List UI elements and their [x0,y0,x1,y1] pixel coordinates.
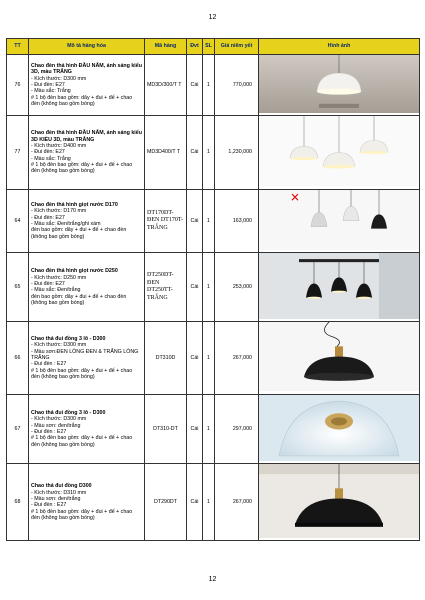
row-line: # 1 bộ đèn bao gồm: dây + đui + đế + chao đèn (không bao gồm bóng) [31,367,133,380]
row-code: DT290DT [145,464,187,541]
row-code: DT310-DT [145,394,187,463]
row-line: - Đui đèn : E27 [31,502,67,509]
row-title: Chao đèn thả hình giọt nước D170 [31,201,118,208]
row-line: - Đui đèn: E27 [31,214,65,221]
row-line: - Đui đèn: E27 [31,149,65,156]
row-line: đèn bao gồm: dây + đui + đế + chao đèn (không bao gồm bóng) [31,227,127,240]
row-unit: Cái [187,55,203,116]
row-line: # 1 bộ đèn bao gồm: dây + đui + đế + chao đèn (không bao gồm bóng) [31,508,133,521]
page-number-bottom: 12 [208,576,217,583]
product-image [259,322,420,394]
header-qty: SL [203,39,215,55]
row-line: - Kích thước: D300 mm [31,342,87,349]
row-unit: Cái [187,322,203,394]
row-line: - Đui đèn : E27 [31,428,67,435]
row-tt: 68 [7,464,29,541]
product-image [259,464,420,541]
table-row [7,189,420,252]
row-code: MD3D/300/T T [145,55,187,116]
row-description [29,116,145,189]
row-title: Chao đèn thả hình ĐẦU NẤM, ánh sáng kiểu 3D, màu TRẮNG [31,62,142,76]
teardrop-lamp-d250-image [259,253,419,319]
row-description [29,394,145,463]
product-image [259,253,420,322]
row-line: - Đui đèn : E27 [31,361,67,368]
row-line: # 1 bộ đèn bao gồm: dây + đui + đế + chao đèn (không bao gồm bóng) [31,162,133,175]
row-qty: 1 [203,394,215,463]
row-unit: Cái [187,464,203,541]
page-number-top: 12 [208,14,217,21]
row-price: 1,230,000 [215,116,259,189]
row-title: Chao đèn thả hình ĐẦU NẤM, ánh sáng kiểu 3D KIỂU 3D, màu TRẮNG [31,130,142,143]
row-line: - Màu sơn: đen/trắng [31,422,81,429]
row-line: # 1 bộ đèn bao gồm: dây + đui + đế + chao đèn (không bao gồm bóng) [31,94,133,108]
row-tt: 77 [7,116,29,189]
row-tt: 64 [7,189,29,252]
row-line: - Màu sơn:ĐEN LÒNG ĐEN & TRẮNG LÒNG TRẮNG [31,348,139,361]
row-tt: 76 [7,55,29,116]
product-image [259,394,420,463]
table-row [7,253,420,322]
row-price: 267,000 [215,322,259,394]
row-unit: Cái [187,189,203,252]
row-line: # 1 bộ đèn bao gồm: dây + đui + đế + chao đèn (không bao gồm bóng) [31,435,133,448]
row-line: - Đui đèn: E27 [31,82,65,88]
row-qty: 1 [203,189,215,252]
row-line: - Kích thước: D300 mm [31,75,87,82]
table-header-row [7,39,420,55]
row-description [29,189,145,252]
mushroom-lamp-3d-d400-image [259,116,419,186]
teardrop-lamp-d170-image [259,190,419,250]
row-title: Chao thả đui đồng 3 lô - D300 [31,335,106,342]
row-title: Chao đèn thả hình giọt nước D250 [31,268,118,275]
price-table [6,38,420,541]
table-row [7,464,420,541]
row-code: DT170DT-ĐEN DT170T-TRẮNG [145,189,187,252]
row-line: - Đui đèn: E27 [31,280,65,287]
row-line: - Màu sắc: Đen/trắng [31,287,81,294]
row-tt: 67 [7,394,29,463]
brass-socket-pendant-d300-image [259,322,419,391]
row-qty: 1 [203,55,215,116]
row-title: Chao thả đui đồng D300 [31,483,92,490]
row-line: - Kích thước: D400 mm [31,143,87,149]
row-line: - Kích thước: D310 mm [31,489,87,496]
header-tt: TT [7,39,29,55]
header-unit: Đvt [187,39,203,55]
row-description [29,253,145,322]
row-line: - Kích thước: D300 mm [31,416,87,423]
table-row [7,322,420,394]
row-unit: Cái [187,394,203,463]
row-price: 297,000 [215,394,259,463]
row-description [29,464,145,541]
table-row [7,55,420,116]
mushroom-lamp-3d-d300-image [259,55,419,113]
row-price: 253,000 [215,253,259,322]
row-tt: 66 [7,322,29,394]
row-line: - Màu sắc: Đen/trắng/ghi xám [31,220,101,227]
row-line: - Kích thước: D250 mm [31,274,87,281]
product-image [259,189,420,252]
header-code: Mã hàng [145,39,187,55]
row-title: Chao thả đui đồng 3 lô - D300 [31,409,106,416]
row-line: - Kích thước: D170 mm [31,208,87,215]
row-unit: Cái [187,116,203,189]
row-price: 267,000 [215,464,259,541]
row-code: DT250DT-ĐEN DT250TT-TRẮNG [145,253,187,322]
product-image [259,55,420,116]
header-image: Hình ảnh [259,39,420,55]
row-code: MD3D400/T T [145,116,187,189]
row-unit: Cái [187,253,203,322]
row-qty: 1 [203,116,215,189]
white-dome-pendant-image [259,395,419,461]
table-row [7,394,420,463]
header-price: Giá niêm yết [215,39,259,55]
row-qty: 1 [203,253,215,322]
table-row [7,116,420,189]
row-tt: 65 [7,253,29,322]
brass-socket-dome-d300-image [259,464,419,538]
row-code: DT310D [145,322,187,394]
row-description [29,322,145,394]
row-line: - Màu sắc: Trắng [31,155,71,162]
row-description [29,55,145,116]
product-image [259,116,420,189]
row-price: 770,000 [215,55,259,116]
row-price: 163,000 [215,189,259,252]
row-qty: 1 [203,322,215,394]
row-line: - Màu sắc: Trắng [31,88,71,95]
header-name: Mô tả hàng hóa [29,39,145,55]
row-qty: 1 [203,464,215,541]
row-line: - Màu sơn: đen/trắng [31,495,81,502]
row-line: đèn bao gồm: dây + đui + đế + chao đèn (không bao gồm bóng) [31,293,127,306]
